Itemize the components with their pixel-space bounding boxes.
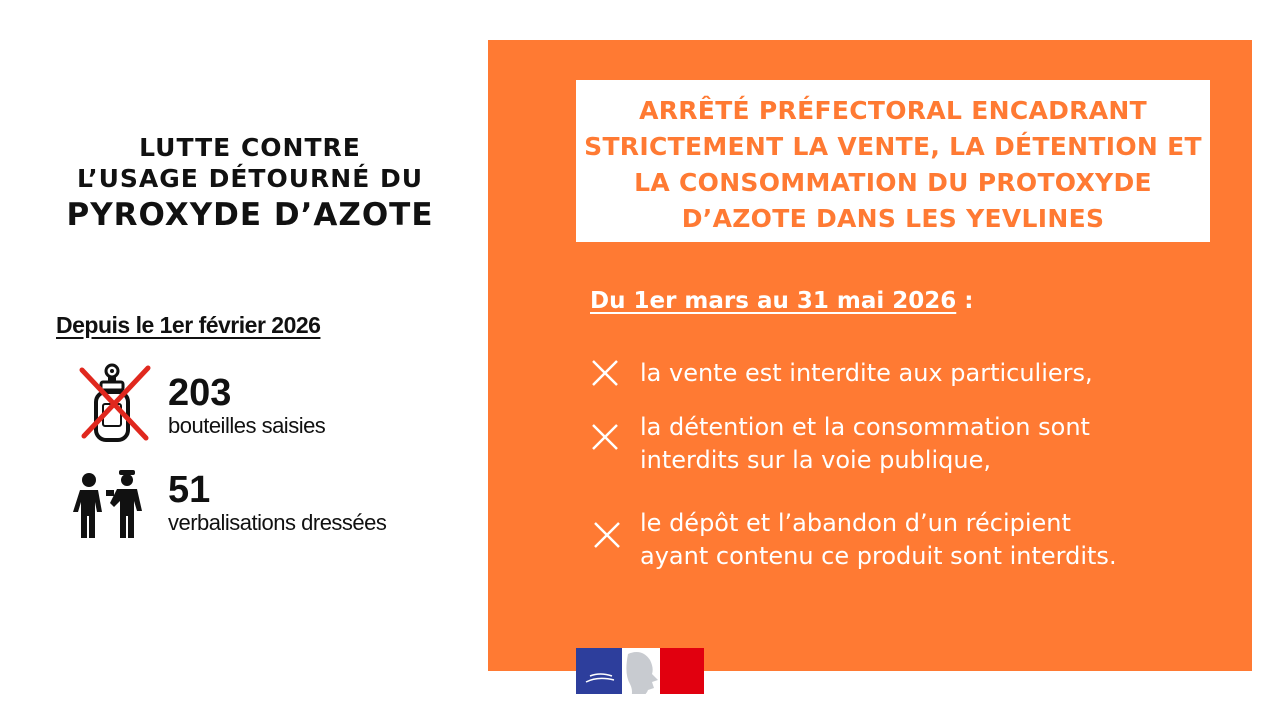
title-line-3: PYROXYDE D’AZOTE [66,197,434,233]
rule-item [640,357,1220,390]
rule-item [640,411,1220,477]
cross-icon [590,422,620,452]
period-dates: Du 1er mars au 31 mai 2026 [590,288,957,314]
police-fine-icon [72,468,148,540]
since-date-heading: Depuis le 1er février 2026 [56,312,321,338]
decree-heading-box [576,80,1210,242]
title-line-1: LUTTE CONTRE [139,133,361,162]
cross-icon [592,520,622,550]
rule-line: ayant contenu ce produit sont interdits. [640,542,1117,570]
rule-line: interdits sur la voie publique, [640,446,991,474]
decree-heading: ARRÊTÉ PRÉFECTORAL ENCADRANT STRICTEMENT LA VENTE, LA DÉTENTION ET LA CONSOMMATION DU PROTOXYDE D’AZOTE DANS LES YEVLINES [584,96,1202,233]
cross-icon [590,358,620,388]
rule-item [640,507,1220,573]
stat-number: 203 [168,372,232,414]
rule-line: le dépôt et l’abandon d’un récipient [640,509,1071,537]
stat-fines-issued [168,470,386,536]
marianne-flag-logo [576,648,704,694]
rule-line: la vente est interdite aux particuliers, [640,359,1093,387]
stat-seized-bottles [168,373,325,439]
stat-number: 51 [168,469,211,511]
crossed-bottle-icon [76,362,156,444]
rule-line: la détention et la consommation sont [640,413,1090,441]
stat-label: verbalisations dressées [168,510,387,535]
stat-label: bouteilles saisies [168,413,326,438]
title-line-2: L’USAGE DÉTOURNÉ DU [76,164,424,193]
page-title [40,132,460,236]
period-colon: : [956,288,974,314]
decree-period [590,288,973,314]
